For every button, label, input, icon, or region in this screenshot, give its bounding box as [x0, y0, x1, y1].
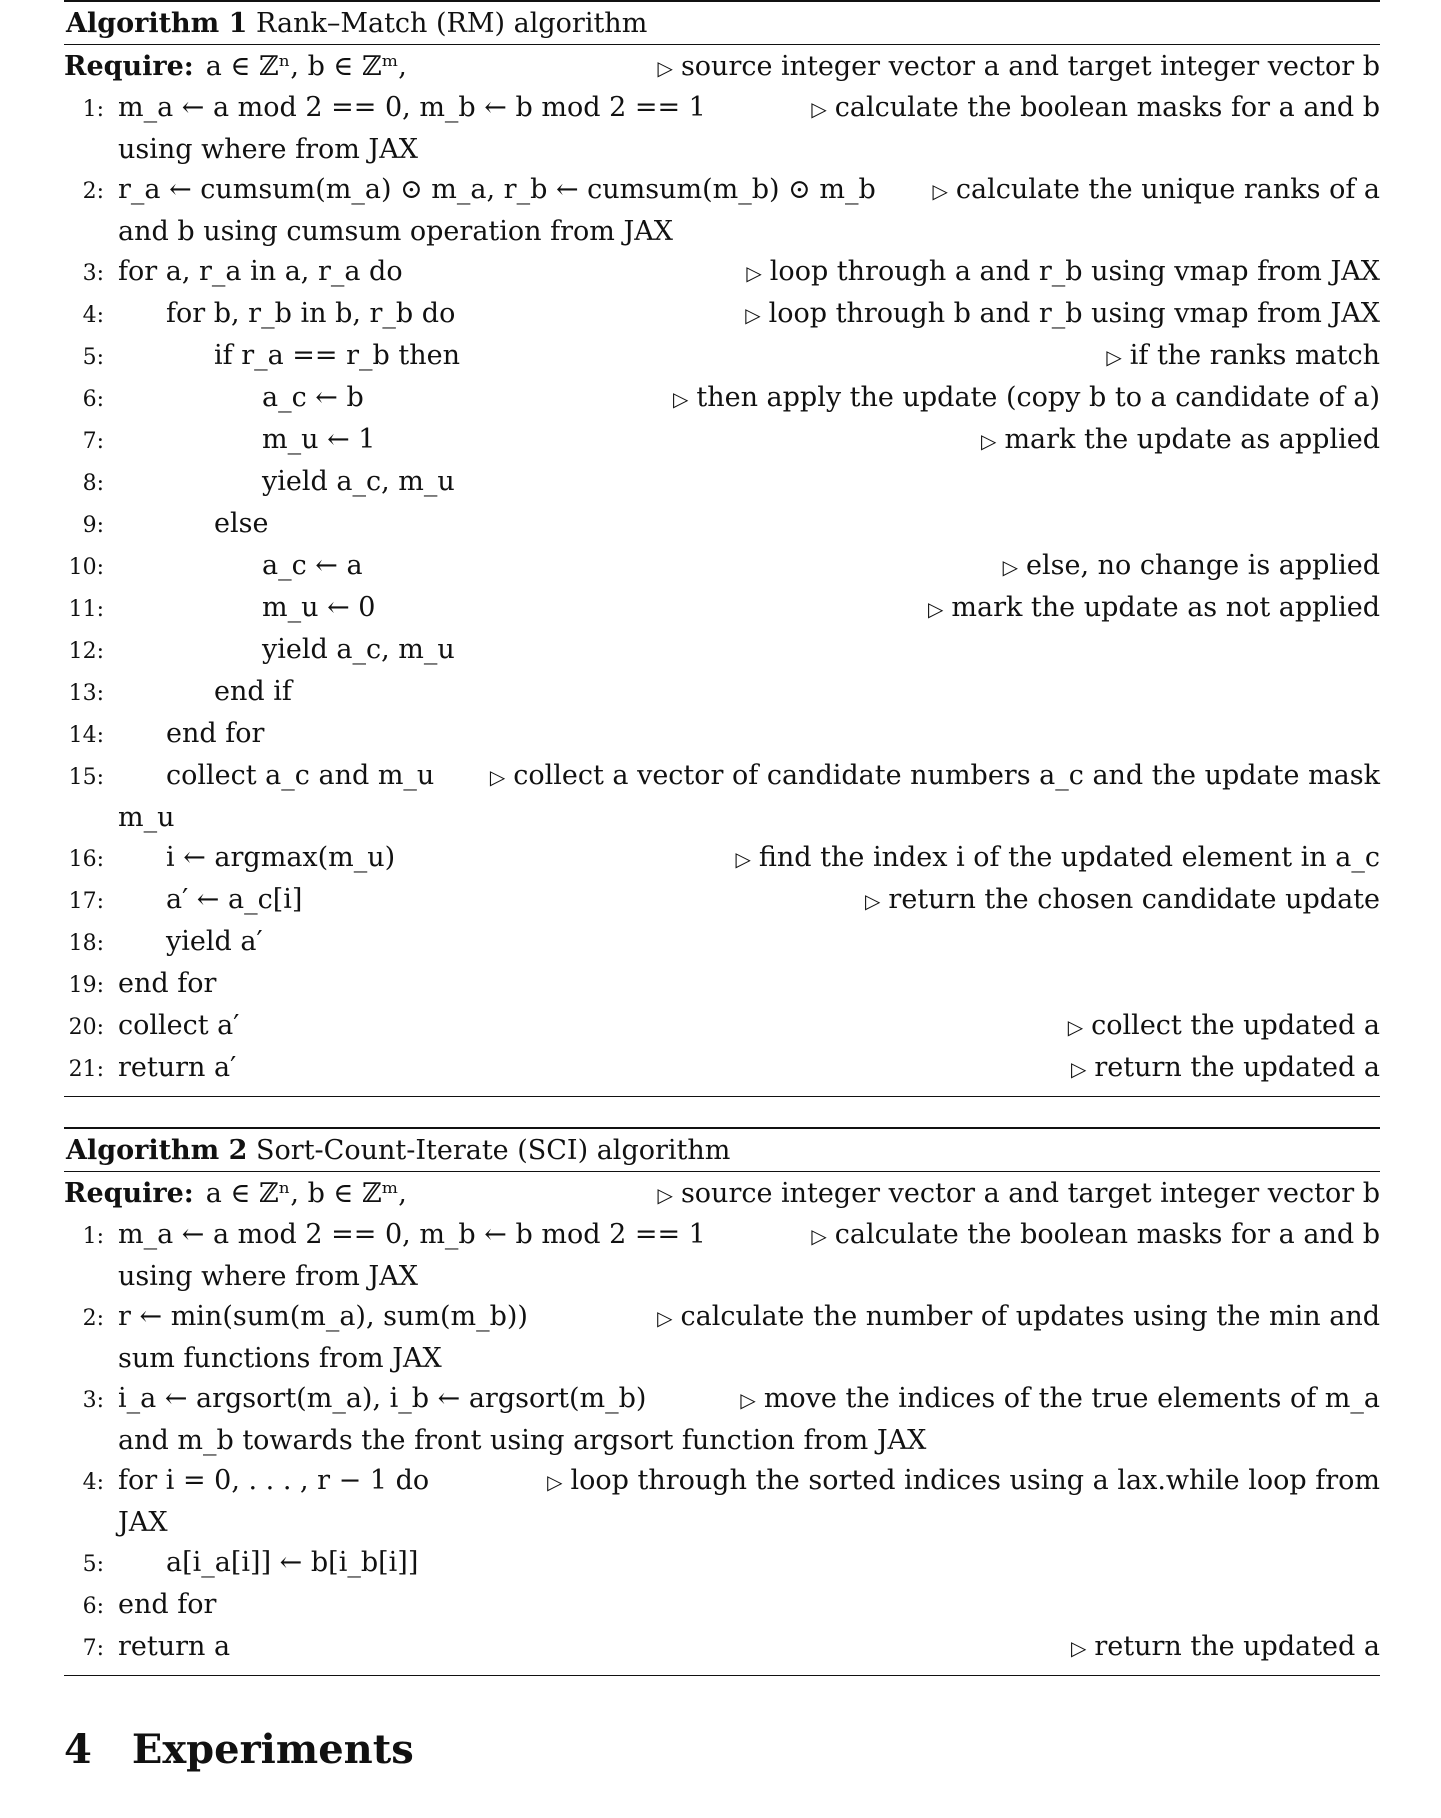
- algorithm-line: [64, 336, 1380, 378]
- section-title: Experiments: [131, 1726, 414, 1773]
- line-number: 6:: [82, 387, 104, 412]
- algorithm-line: [64, 170, 1380, 212]
- algorithm-line: [64, 1627, 1380, 1669]
- section-number: 4: [64, 1726, 92, 1773]
- line-code: end for: [118, 1589, 217, 1620]
- line-code: a′ ← a_c[i]: [166, 884, 303, 915]
- comment-marker-icon: ▷: [865, 889, 881, 913]
- line-number: 4:: [82, 1470, 104, 1495]
- line-number: 13:: [68, 681, 104, 706]
- require-comment: source integer vector a and target integer vector b: [680, 1178, 1380, 1209]
- require-comment: source integer vector a and target integer vector b: [680, 51, 1380, 82]
- algorithm-title: [64, 1129, 1380, 1171]
- require-keyword: Require:: [64, 51, 194, 82]
- algorithm-line: [64, 1006, 1380, 1048]
- comment-marker-icon: ▷: [811, 1224, 827, 1248]
- comment-marker-icon: ▷: [740, 1388, 756, 1412]
- require-expression: a ∈ ℤⁿ, b ∈ ℤᵐ,: [205, 1178, 407, 1209]
- line-code: if r_a == r_b then: [214, 340, 461, 371]
- bottom-rule: [64, 1675, 1380, 1676]
- algorithm-line: [64, 838, 1380, 880]
- line-comment: collect a vector of candidate numbers a_c and the update mask: [513, 760, 1380, 791]
- line-continuation: sum functions from JAX: [118, 1343, 442, 1374]
- line-comment: return the updated a: [1094, 1631, 1380, 1662]
- line-code: yield a′: [166, 926, 263, 957]
- line-code: collect a_c and m_u: [166, 760, 435, 791]
- line-code: a[i_a[i]] ← b[i_b[i]]: [166, 1547, 419, 1578]
- line-number: 18:: [68, 931, 104, 956]
- comment-marker-icon: ▷: [1070, 1057, 1087, 1081]
- algorithm-line: [64, 964, 1380, 1006]
- line-number: 11:: [68, 597, 104, 622]
- line-comment: move the indices of the true elements of m_a: [763, 1383, 1380, 1414]
- line-comment: mark the update as applied: [1004, 424, 1380, 455]
- line-comment: if the ranks match: [1129, 340, 1380, 371]
- require-expression: a ∈ ℤⁿ, b ∈ ℤᵐ,: [205, 51, 407, 82]
- line-number: 1:: [82, 1224, 104, 1249]
- algorithm-line: [64, 630, 1380, 672]
- line-number: 5:: [82, 345, 104, 370]
- comment-marker-icon: ▷: [932, 179, 948, 203]
- line-code: i ← argmax(m_u): [166, 842, 396, 873]
- comment-marker-icon: ▷: [735, 847, 751, 871]
- comment-marker-icon: ▷: [672, 387, 689, 411]
- algorithm-lines: [64, 1215, 1380, 1669]
- line-number: 9:: [82, 513, 104, 538]
- line-comment: mark the update as not applied: [951, 592, 1380, 623]
- line-code: m_a ← a mod 2 == 0, m_b ← b mod 2 == 1: [118, 92, 706, 123]
- line-continuation: and b using cumsum operation from JAX: [118, 216, 674, 247]
- line-comment: loop through b and r_b using vmap from JAX: [768, 298, 1380, 329]
- line-code: m_a ← a mod 2 == 0, m_b ← b mod 2 == 1: [118, 1219, 706, 1250]
- comment-marker-icon: ▷: [981, 429, 997, 453]
- line-number: 19:: [68, 973, 104, 998]
- line-number: 15:: [68, 765, 104, 790]
- line-number: 3:: [82, 261, 104, 286]
- line-code: r ← min(sum(m_a), sum(m_b)): [118, 1301, 528, 1332]
- comment-marker-icon: ▷: [657, 56, 673, 80]
- line-code: end for: [166, 718, 265, 749]
- algorithm-line: [64, 1215, 1380, 1257]
- comment-marker-icon: ▷: [746, 261, 762, 285]
- line-comment: then apply the update (copy b to a candidate of a): [696, 382, 1380, 413]
- comment-marker-icon: ▷: [489, 765, 506, 789]
- algorithm-line: [64, 756, 1380, 798]
- algorithm-line: [64, 588, 1380, 630]
- algorithm-label: Algorithm 1: [66, 8, 248, 39]
- line-code: m_u ← 0: [262, 592, 376, 623]
- comment-marker-icon: ▷: [927, 597, 944, 621]
- line-number: 8:: [82, 471, 104, 496]
- comment-marker-icon: ▷: [657, 1183, 673, 1207]
- line-code: return a′: [118, 1052, 237, 1083]
- line-number: 17:: [68, 889, 104, 914]
- line-number: 1:: [82, 97, 104, 122]
- line-number: 5:: [82, 1552, 104, 1577]
- comment-marker-icon: ▷: [657, 1306, 673, 1330]
- require-line: [64, 1174, 1380, 1215]
- line-continuation: and m_b towards the front using argsort function from JAX: [118, 1425, 927, 1456]
- line-number: 10:: [68, 555, 104, 580]
- line-number: 20:: [68, 1015, 104, 1040]
- line-comment: loop through the sorted indices using a lax.while loop from: [570, 1465, 1380, 1496]
- algorithm-line: [64, 1543, 1380, 1585]
- line-code: else: [214, 508, 269, 539]
- line-number: 16:: [68, 847, 104, 872]
- line-number: 7:: [82, 1636, 104, 1661]
- algorithm-body: [64, 45, 1380, 1096]
- line-comment: calculate the boolean masks for a and b: [834, 1219, 1380, 1250]
- line-number: 7:: [82, 429, 104, 454]
- algorithm-line: [64, 1297, 1380, 1339]
- line-number: 14:: [68, 723, 104, 748]
- line-code: i_a ← argsort(m_a), i_b ← argsort(m_b): [118, 1383, 647, 1414]
- line-code: return a: [118, 1631, 231, 1662]
- line-continuation: using where from JAX: [118, 134, 418, 165]
- algorithm-title: [64, 2, 1380, 44]
- line-code: yield a_c, m_u: [262, 634, 455, 665]
- comment-marker-icon: ▷: [1106, 345, 1122, 369]
- line-comment: calculate the number of updates using the min and: [680, 1301, 1380, 1332]
- line-continuation: m_u: [118, 802, 175, 833]
- line-comment: find the index i of the updated element in a_c: [758, 842, 1380, 873]
- line-code: a_c ← a: [262, 550, 363, 581]
- comment-marker-icon: ▷: [1002, 555, 1019, 579]
- algorithm-line: [64, 546, 1380, 588]
- algorithm-line: [64, 922, 1380, 964]
- line-comment: return the chosen candidate update: [888, 884, 1380, 915]
- line-code: for a, r_a in a, r_a do: [118, 256, 403, 287]
- section-heading: [64, 1725, 414, 1775]
- line-number: 6:: [82, 1594, 104, 1619]
- line-number: 12:: [68, 639, 104, 664]
- line-comment: calculate the boolean masks for a and b: [834, 92, 1380, 123]
- line-code: for b, r_b in b, r_b do: [166, 298, 456, 329]
- algorithm-line: [64, 378, 1380, 420]
- algorithm-line: [64, 1048, 1380, 1090]
- require-line: [64, 47, 1380, 88]
- line-comment: calculate the unique ranks of a: [955, 174, 1380, 205]
- comment-marker-icon: ▷: [811, 97, 827, 121]
- line-comment: return the updated a: [1094, 1052, 1380, 1083]
- algorithm-line: [64, 252, 1380, 294]
- algorithm-line: [64, 714, 1380, 756]
- bottom-rule: [64, 1096, 1380, 1097]
- algorithm-line: [64, 462, 1380, 504]
- algorithm-line: [64, 88, 1380, 130]
- line-number: 2:: [82, 179, 104, 204]
- line-code: m_u ← 1: [262, 424, 376, 455]
- algorithm-line: [64, 420, 1380, 462]
- algorithm-line: [64, 1585, 1380, 1627]
- require-keyword: Require:: [64, 1178, 194, 1209]
- line-number: 3:: [82, 1388, 104, 1413]
- comment-marker-icon: ▷: [547, 1470, 563, 1494]
- line-code: collect a′: [118, 1010, 240, 1041]
- line-comment: loop through a and r_b using vmap from JAX: [769, 256, 1380, 287]
- algorithm-name: Sort-Count-Iterate (SCI) algorithm: [256, 1135, 731, 1166]
- algorithm-lines: [64, 88, 1380, 1090]
- algorithm-2: [64, 1127, 1380, 1676]
- algorithm-1: [64, 0, 1380, 1097]
- line-number: 21:: [68, 1057, 104, 1082]
- comment-marker-icon: ▷: [1070, 1636, 1087, 1660]
- line-code: yield a_c, m_u: [262, 466, 455, 497]
- line-comment: collect the updated a: [1091, 1010, 1380, 1041]
- algorithm-name: Rank–Match (RM) algorithm: [256, 8, 648, 39]
- line-continuation: using where from JAX: [118, 1261, 418, 1292]
- algorithm-body: [64, 1172, 1380, 1675]
- line-code: for i = 0, . . . , r − 1 do: [118, 1465, 430, 1496]
- algorithm-line: [64, 504, 1380, 546]
- algorithm-label: Algorithm 2: [66, 1135, 248, 1166]
- line-code: a_c ← b: [262, 382, 364, 413]
- algorithm-line: [64, 1461, 1380, 1503]
- line-comment: else, no change is applied: [1026, 550, 1380, 581]
- line-code: r_a ← cumsum(m_a) ⊙ m_a, r_b ← cumsum(m_b) ⊙ m_b: [118, 174, 876, 205]
- line-number: 2:: [82, 1306, 104, 1331]
- algorithm-line: [64, 294, 1380, 336]
- line-code: end for: [118, 968, 217, 999]
- line-number: 4:: [82, 303, 104, 328]
- algorithm-line: [64, 1379, 1380, 1421]
- comment-marker-icon: ▷: [1067, 1015, 1084, 1039]
- line-continuation: JAX: [118, 1507, 168, 1538]
- algorithm-line: [64, 672, 1380, 714]
- algorithm-line: [64, 880, 1380, 922]
- comment-marker-icon: ▷: [745, 303, 761, 327]
- line-code: end if: [214, 676, 292, 707]
